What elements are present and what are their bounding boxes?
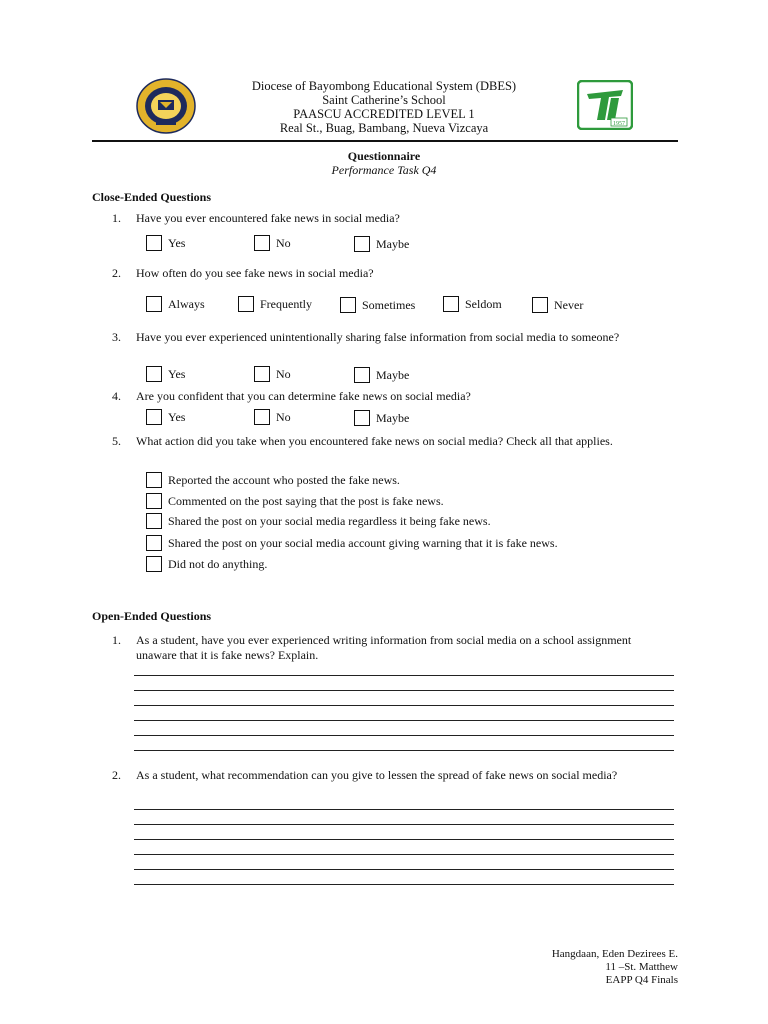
checkbox[interactable] <box>146 535 162 551</box>
option-label: Yes <box>168 409 186 424</box>
q2-option-seldom[interactable] <box>443 296 502 312</box>
q4-option-yes[interactable] <box>146 409 185 425</box>
question-number: 5. <box>112 434 121 448</box>
answer-line[interactable] <box>134 705 674 706</box>
letterhead <box>0 79 768 135</box>
question-number: 2. <box>112 266 121 280</box>
option-label: Frequently <box>260 296 312 311</box>
close-ended-heading: Close-Ended Questions <box>92 190 212 204</box>
checkbox[interactable] <box>354 236 370 252</box>
answer-line[interactable] <box>134 884 674 885</box>
option-label: Commented on the post saying that the post is fake news. <box>168 493 444 508</box>
checkbox[interactable] <box>254 409 270 425</box>
checkbox[interactable] <box>254 366 270 382</box>
checkbox[interactable] <box>443 296 459 312</box>
question-text: How often do you see fake news in social media? <box>136 266 374 280</box>
checkbox[interactable] <box>146 513 162 529</box>
q5-option-did-nothing[interactable] <box>146 556 267 572</box>
question-text: As a student, have you ever experienced writing information from social media on a school assignment unaware that it is fake news? Explain. <box>136 633 632 662</box>
q2-option-frequently[interactable] <box>238 296 312 312</box>
checkbox[interactable] <box>354 410 370 426</box>
q4-option-no[interactable] <box>254 409 291 425</box>
address: Real St., Buag, Bambang, Nueva Vizcaya <box>279 121 489 135</box>
answer-line[interactable] <box>134 690 674 691</box>
q5-option-shared-regardless[interactable] <box>146 513 491 529</box>
checkbox[interactable] <box>146 556 162 572</box>
answer-line[interactable] <box>134 735 674 736</box>
checkbox[interactable] <box>238 296 254 312</box>
author-name: Hangdaan, Eden Dezirees E. <box>551 948 678 960</box>
question-number: 2. <box>112 768 121 782</box>
checkbox[interactable] <box>340 297 356 313</box>
answer-line[interactable] <box>134 854 674 855</box>
q5-option-shared-warning[interactable] <box>146 535 558 551</box>
answer-line[interactable] <box>134 824 674 825</box>
q1-option-no[interactable] <box>254 235 291 251</box>
author-section: 11 –St. Matthew <box>605 961 678 973</box>
question-number: 4. <box>112 389 121 403</box>
accreditation: PAASCU ACCREDITED LEVEL 1 <box>293 107 475 121</box>
question-text: Have you ever experienced unintentionally sharing false information from social media to someone? <box>136 330 620 344</box>
answer-line[interactable] <box>134 809 674 810</box>
option-label: Shared the post on your social media regardless it being fake news. <box>168 513 491 528</box>
option-label: No <box>276 366 291 381</box>
page-title: Questionnaire <box>347 149 421 163</box>
checkbox[interactable] <box>354 367 370 383</box>
q5-option-reported[interactable] <box>146 472 400 488</box>
option-label: Always <box>168 296 205 311</box>
question-text: Have you ever encountered fake news in social media? <box>136 211 400 225</box>
option-label: Maybe <box>376 367 410 382</box>
open-ended-heading: Open-Ended Questions <box>92 609 212 623</box>
q2-option-sometimes[interactable] <box>340 297 415 313</box>
q2-option-always[interactable] <box>146 296 205 312</box>
question-text: Are you confident that you can determine fake news on social media? <box>136 389 471 403</box>
answer-line[interactable] <box>134 750 674 751</box>
checkbox[interactable] <box>146 472 162 488</box>
q3-option-yes[interactable] <box>146 366 185 382</box>
q5-option-commented[interactable] <box>146 493 444 509</box>
q3-option-no[interactable] <box>254 366 291 382</box>
org-name: Diocese of Bayombong Educational System (DBES) <box>251 79 517 93</box>
checkbox[interactable] <box>146 235 162 251</box>
subject: EAPP Q4 Finals <box>605 974 678 986</box>
answer-line[interactable] <box>134 675 674 676</box>
checkbox[interactable] <box>146 366 162 382</box>
dbes-logo <box>577 80 633 130</box>
question-text: What action did you take when you encountered fake news on social media? Check all that applies. <box>136 434 613 448</box>
question-number: 1. <box>112 633 121 647</box>
school-name: Saint Catherine’s School <box>322 93 446 107</box>
header-rule <box>92 140 678 142</box>
question-number: 3. <box>112 330 121 344</box>
option-label: Sometimes <box>362 297 416 312</box>
q3-option-maybe[interactable] <box>354 367 409 383</box>
answer-line[interactable] <box>134 869 674 870</box>
option-label: Yes <box>168 235 186 250</box>
q4-option-maybe[interactable] <box>354 410 409 426</box>
checkbox[interactable] <box>532 297 548 313</box>
option-label: Did not do anything. <box>168 556 268 571</box>
option-label: No <box>276 409 291 424</box>
answer-line[interactable] <box>134 720 674 721</box>
q2-option-never[interactable] <box>532 297 583 313</box>
option-label: Reported the account who posted the fake news. <box>168 472 400 487</box>
option-label: Never <box>554 297 584 312</box>
option-label: Shared the post on your social media account giving warning that it is fake news. <box>168 535 558 550</box>
option-label: No <box>276 235 291 250</box>
q1-option-maybe[interactable] <box>354 236 409 252</box>
checkbox[interactable] <box>146 296 162 312</box>
question-number: 1. <box>112 211 121 225</box>
option-label: Maybe <box>376 410 410 425</box>
logo-year: 1957 <box>613 121 625 127</box>
checkbox[interactable] <box>146 493 162 509</box>
checkbox[interactable] <box>254 235 270 251</box>
checkbox[interactable] <box>146 409 162 425</box>
option-label: Maybe <box>376 236 410 251</box>
option-label: Seldom <box>465 296 502 311</box>
page-subtitle: Performance Task Q4 <box>331 163 437 177</box>
question-text: As a student, what recommendation can you give to lessen the spread of fake news on social media? <box>136 768 618 782</box>
option-label: Yes <box>168 366 186 381</box>
q1-option-yes[interactable] <box>146 235 185 251</box>
answer-line[interactable] <box>134 839 674 840</box>
author-block <box>552 948 678 987</box>
